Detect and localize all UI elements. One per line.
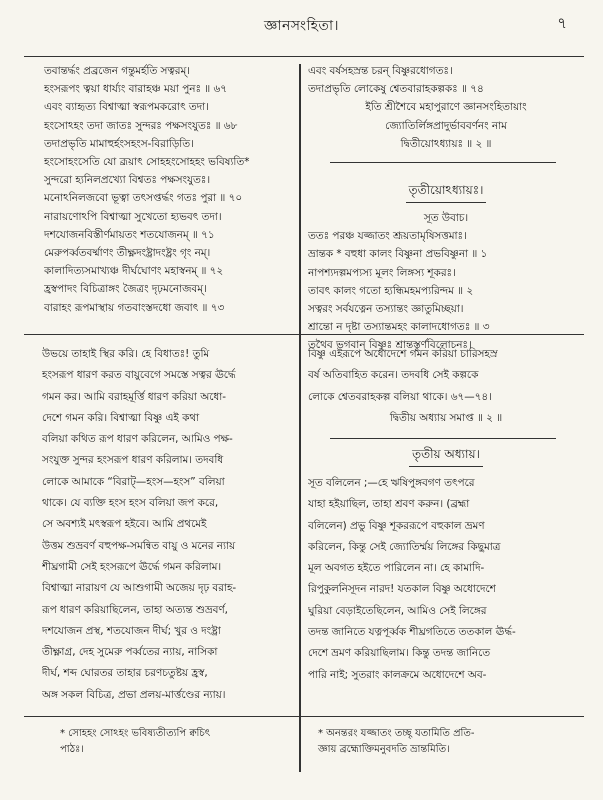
translation-line: অঙ্গ সকল বিচিত্র, প্রভা প্রলয়-মার্ত্তণ্ডের ন্যায়। <box>42 688 226 701</box>
translation-line: থাকে। যে ব্যক্তি হংস হংস বলিয়া জপ করে, <box>42 497 219 510</box>
verse-line: নারায়ণোঽপি বিশ্বাত্মা সুখেতো হ্যভবৎ তদা। <box>44 210 222 223</box>
left-bengali-translation <box>42 344 296 706</box>
chapter-heading: তৃতীয় অধ্যায়। <box>308 446 584 467</box>
footnote-line: * সোহহং সোঽহং ভবিষ্যতীত্যপি ক্বচিৎ <box>60 728 211 739</box>
header-rule <box>24 56 584 57</box>
right-sanskrit-top <box>308 62 584 153</box>
translation-line: রূপ ধারণ করিয়াছিলেন, তাহা অত্যন্ত শুভ্রবর্ণ, <box>42 603 228 616</box>
translation-line: বলিলেন) প্রভু বিষ্ণু শূকররূপে বহুকাল ভ্রমণ <box>308 519 485 532</box>
chapter-3-sanskrit <box>308 182 584 355</box>
chapter-separator <box>330 162 556 163</box>
verse-line: ততঃ পরঞ্চ যজ্জাতং শ্রূয়তামৃষিসত্তমাঃ। <box>308 230 467 243</box>
verse-line: মনোঽনিলজবো ভূত্বা তৎসপ্তর্দ্ধং গতঃ পুরা ॥ ৭০ <box>44 192 243 205</box>
translation-line: লোকে শ্বেতবরাহকল্প বলিয়া থাকে। ৬৭—৭৪। <box>308 390 492 403</box>
translation-line: তদন্ত জানিতে যত্নপূর্ব্বক শীঘ্রগতিতে ততকাল ঊর্দ্ধ- <box>308 626 516 639</box>
translation-line: রিপুকুলনিসূদন নারদ! যতকাল বিষ্ণু অধোদেশে <box>308 583 496 596</box>
footnote-left <box>60 726 292 758</box>
translation-line: হংসরূপ ধারণ করত বায়ুবেগে সমস্তে সত্বর ঊর্দ্ধে <box>42 369 236 382</box>
chapter-3-translation <box>308 446 584 686</box>
translation-line: উত্তম শুভ্রবর্ণ বহুপক্ষ-সমন্বিত বায়ু ও মনের ন্যায় <box>42 539 236 552</box>
verse-line: তাবৎ কালং গতো হ্যন্ধিমহমপ্যরিন্দম ॥ ২ <box>308 284 474 297</box>
translation-line: দেশে ভ্রমণ করিয়াছিলাম। কিন্তু তদন্ত জানিতে <box>308 647 491 660</box>
footnote-divider <box>24 716 584 717</box>
verse-line: তদাপ্রভৃতি মামাহুর্হংসহংস-বিরাড়িতি। <box>44 137 194 150</box>
translation-line: করিলেন, কিন্তু সেই জ্যোতির্ম্ময় লিঙ্গের কিছুমাত্র <box>308 540 501 553</box>
verse-line: হ্রস্বপাদং বিচিত্রাঙ্গং জৈত্রং দৃঢ়মনোজবম্। <box>44 283 207 296</box>
footnote-line: * অনন্তরং যজ্জাতং তচ্ছৃ যতামিতি প্রতি- <box>318 728 475 739</box>
verse-line: এবং বর্ষসহস্রন্ত চরন্ বিষ্ণুরধোগতঃ। <box>308 65 453 77</box>
translation-line: সংযুক্ত সুন্দর হংসরূপ ধারণ করিলাম। তদবধি <box>42 454 224 467</box>
translation-line: দীর্ঘ, শব্দ ঘোরতর তাহার চরণচতুষ্টয় হ্রস্ব, <box>42 667 208 680</box>
verse-line: বারাহং রূপমাস্থায় গতবাংস্তদধো জবাৎ ॥ ৭৩ <box>44 301 225 314</box>
translation-line: শীঘ্রগামী সেই হংসরূপে ঊর্দ্ধে গমন করিলাম। <box>42 560 222 573</box>
translation-line: পারি নাই; সুতরাং কালক্রমে অধোদেশে অব- <box>308 668 487 681</box>
verse-line: দশযোজনবিস্তীর্ণমায়তং শতযোজনম্ ॥ ৭১ <box>44 228 215 241</box>
footnote-line: পাঠঃ। <box>60 744 84 755</box>
verse-line: হংসোহংসেতি যো ব্রূয়াৎ সোহহংসোহহং ভবিষ্যতি* <box>44 156 250 169</box>
chapter-heading: তৃতীয়োঽধ্যায়ঃ। <box>308 182 584 203</box>
verse-line: তবান্তর্দ্ধং প্রব্রজেন গন্তুমর্হতি সত্বরম্। <box>44 65 191 77</box>
verse-line: নাপশ্যদল্পমপ্যস্য মূলং লিঙ্গস্য শূকরঃ। <box>308 266 456 279</box>
translation-line: বলিয়া কথিত রূপ ধারণ করিলেন, আমিও পক্ষ- <box>42 433 233 446</box>
translation-line: উভয়ে তাহাই স্থির করি। হে বিধাতঃ! তুমি <box>42 348 210 360</box>
translation-line: সূত বলিলেন ;—হে ঋষিপুঙ্গবগণ তৎপরে <box>308 477 475 489</box>
verse-line: সত্বরং সর্বযত্নেন তস্যান্তং জ্ঞাতুমিচ্ছয়া। <box>308 303 464 316</box>
column-divider <box>299 64 301 772</box>
translation-line: বিশ্বাত্মা নারায়ণ যে আশুগামী অজেয় দৃঢ় বরাহ- <box>42 582 237 595</box>
colophon-line: জ্যোতির্লিঙ্গপ্রাদুর্ভাববর্ণনং নাম <box>385 119 507 132</box>
translation-line: লোকে আমাকে “বিরাট্—হংস—হংস” বলিয়া <box>42 475 225 488</box>
speaker-line: সূত উবাচ। <box>423 212 469 224</box>
verse-line: ভ্রান্তক * বহুধা কালং বিষ্ণুনা প্রভবিষ্ণুনা ॥ ১ <box>308 248 488 261</box>
colophon-line: ইতি শ্রীশৈবে মহাপুরাণে জ্ঞানসংহিতায়াং <box>365 101 527 114</box>
footnote-line: জ্ঞায় ব্রহ্মোক্তিমনুবদতি ভ্রান্তমিতি। <box>318 744 450 755</box>
translation-line: দেশে গমন করি। বিশ্বাত্মা বিষ্ণু এই কথা <box>42 411 200 424</box>
verse-line: সুন্দরো হ্যনিলপ্রখ্যো বিশ্বতঃ পক্ষসংযুতঃ। <box>44 174 211 187</box>
footnote-right <box>318 726 584 758</box>
translation-line: বর্ষ অতিবাহিত করেন। তদবধি সেই কল্পকে <box>308 369 479 382</box>
verse-line: হংসরূপং ত্বয়া ধার্য্যং বারাহঞ্চ ময়া পুনঃ ॥ ৬৭ <box>44 83 227 96</box>
translation-line: সে অবশ্যই মৎস্বরূপ হইবে। আমি প্রথমেই <box>42 518 207 531</box>
translation-line: তীক্ষ্ণাগ্র, দেহ সুমেরু পর্ব্বতের ন্যায়, নাসিকা <box>42 646 218 659</box>
translation-line: যাহা হইয়াছিল, তাহা শ্রবণ করুন। (ব্রহ্মা <box>308 498 470 511</box>
colophon-line: দ্বিতীয়োঽধ্যায়ঃ ॥ ২ ॥ <box>400 137 492 150</box>
verse-line: কালাদিত্যসমাখ্যঞ্চ দীর্ঘঘোণং মহাস্বনম্ ॥ ৭২ <box>44 265 224 278</box>
chapter-separator <box>330 438 556 439</box>
verse-line: মেরুপর্ব্বতবর্ষ্মাণং তীক্ষ্ণদংষ্ট্রাদংষ্ট্রং গৃং নম্। <box>44 247 211 260</box>
verse-line: তথৈব ভগবান্ বিষ্ণুঃ শ্রান্তস্তূর্ণবিলোচনঃ। <box>308 339 472 352</box>
left-sanskrit-verses <box>44 62 296 317</box>
right-bengali-top <box>308 344 584 429</box>
verse-line: তদাপ্রভৃতি লোকেষু শ্বেতবারাহকল্পকঃ ॥ ৭৪ <box>308 83 484 96</box>
translation-line: মূল অবগত হইতে পারিলেন না। হে কামাদি- <box>308 562 485 575</box>
page-title: জ্ঞানসংহিতা। <box>263 18 340 34</box>
translation-line: দশযোজন প্রস্থ, শতযোজন দীর্ঘ; খুর ও দংষ্ট্রা <box>42 624 221 637</box>
verse-line: এবং ব্যাহৃত্য বিশ্বাত্মা স্বরূপমকরোৎ তদা। <box>44 101 209 114</box>
section-divider <box>24 334 584 335</box>
translation-line: ঘুরিয়া বেড়াইতেছিলেন, আমিও সেই লিঙ্গের <box>308 604 487 617</box>
chapter-end-line: দ্বিতীয় অধ্যায় সমাপ্ত ॥ ২ ॥ <box>389 411 503 424</box>
page-number: ৭ <box>557 14 567 32</box>
verse-line: হংসোঽহং তদা জাতঃ সুন্দরঃ পক্ষসংযুতঃ ॥ ৬৮ <box>44 119 238 132</box>
verse-line: শ্রান্তো ন দৃষ্টা তস্যান্তমহং কালাদধোগতঃ ॥ ৩ <box>308 321 490 334</box>
translation-line: বিষ্ণু এইরূপে অধোদেশে গমন করিয়া চারিসহস্র <box>308 348 498 360</box>
translation-line: গমন কর। আমি বরাহমূর্ত্তি ধারণ করিয়া অধো- <box>42 390 226 403</box>
